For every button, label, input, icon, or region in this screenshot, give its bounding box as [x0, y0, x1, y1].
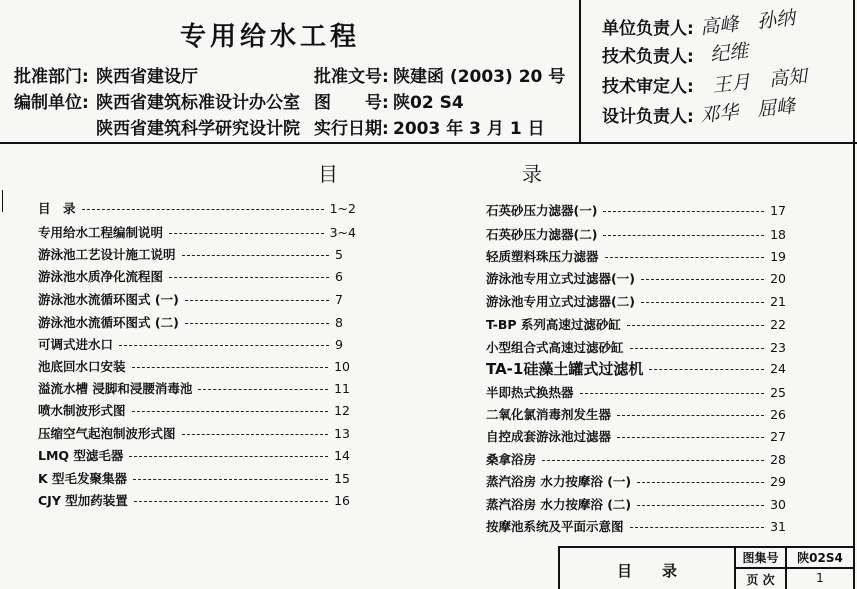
page-title: 专用给水工程 [180, 22, 361, 52]
toc-item[interactable]: 二氧化氯消毒剂发生器 26 [486, 406, 786, 422]
toc-left-margin [2, 190, 3, 212]
approval-doc: 陕建函 (2003) 20 号 [393, 67, 566, 87]
toc-item[interactable]: 游泳池工艺设计施工说明 5 [38, 246, 343, 262]
toc-item[interactable]: 石英砂压力滤器(一) 17 [486, 202, 786, 218]
toc-item[interactable]: 压缩空气起泡制波形式图 13 [38, 425, 350, 441]
toc-item[interactable]: 蒸汽浴房 水力按摩浴 (一) 29 [486, 473, 786, 489]
impl-date: 2003 年 3 月 1 日 [393, 119, 545, 139]
toc-item[interactable]: 专用给水工程编制说明 3~4 [38, 224, 356, 240]
toc-item[interactable]: TA-1硅藻土罐式过滤机 24 [486, 359, 786, 378]
page-right-border [853, 0, 855, 589]
toc-item[interactable]: 游泳池专用立式过滤器(一) 20 [486, 270, 786, 286]
toc-item[interactable]: 桑拿浴房 28 [486, 451, 786, 467]
approval-doc-label: 批准文号: [314, 67, 389, 87]
toc-item[interactable]: LMQ 型滤毛器 14 [38, 447, 350, 463]
unit-head-signature: 高峰 孙纳 [699, 7, 797, 39]
toc-item[interactable]: 游泳池水流循环图式 (二) 8 [38, 314, 343, 330]
toc-item[interactable]: 半即热式换热器 25 [486, 384, 786, 400]
footer-atlas-label: 图集号 [742, 551, 779, 565]
footer-page-value: 1 [816, 571, 824, 585]
header-divider [0, 142, 857, 144]
toc-item[interactable]: 目 录 1~2 [38, 200, 356, 216]
toc-item[interactable]: 蒸汽浴房 水力按摩浴 (二) 30 [486, 496, 786, 512]
toc-item[interactable]: CJY 型加药装置 16 [38, 492, 350, 508]
tech-head-label: 技术负责人: [602, 47, 694, 67]
design-head-signature: 邓华 屈峰 [699, 95, 797, 127]
unit-head-label: 单位负责人: [602, 19, 694, 39]
toc-item[interactable]: K 型毛发聚集器 15 [38, 470, 350, 486]
toc-item[interactable]: 池底回水口安装 10 [38, 358, 350, 374]
footer-name: 目 录 [616, 562, 677, 580]
tech-review-signature: 王月 高知 [711, 65, 809, 97]
design-head-label: 设计负责人: [602, 107, 694, 127]
compile-unit-2: 陕西省建筑科学研究设计院 [96, 119, 300, 139]
atlas-no: 陕02 S4 [393, 93, 464, 113]
toc-item[interactable]: 小型组合式高速过滤砂缸 23 [486, 339, 786, 355]
toc-item[interactable]: 溢流水槽 浸脚和浸腰消毒池 11 [38, 380, 350, 396]
compile-unit-label: 编制单位: [14, 93, 89, 113]
toc-item[interactable]: 可调式进水口 9 [38, 336, 343, 352]
sign-box-left [579, 0, 581, 143]
footer-page-label: 页 次 [746, 573, 775, 587]
approval-dept: 陕西省建设厅 [96, 67, 198, 87]
toc-heading-right: 录 [522, 162, 544, 186]
tech-head-signature: 纪维 [709, 40, 750, 66]
toc-item[interactable]: 自控成套游泳池过滤器 27 [486, 428, 786, 444]
toc-item[interactable]: 轻质塑料珠压力滤器 19 [486, 248, 786, 264]
footer-mid-line [734, 567, 855, 569]
footer-atlas-value: 陕02S4 [797, 551, 843, 565]
toc-item[interactable]: 游泳池专用立式过滤器(二) 21 [486, 293, 786, 309]
atlas-no-label: 图 号: [314, 93, 389, 113]
toc-item[interactable]: T-BP 系列高速过滤砂缸 22 [486, 316, 786, 332]
toc-item[interactable]: 游泳池水质净化流程图 6 [38, 268, 343, 284]
compile-unit-1: 陕西省建筑标准设计办公室 [96, 93, 300, 113]
toc-heading-left: 目 [318, 162, 340, 186]
approval-dept-label: 批准部门: [14, 67, 89, 87]
toc-item[interactable]: 游泳池水流循环图式 (一) 7 [38, 291, 343, 307]
toc-item[interactable]: 按摩池系统及平面示意图 31 [486, 518, 786, 534]
impl-date-label: 实行日期: [314, 119, 389, 139]
footer-top-border [558, 546, 855, 548]
tech-review-label: 技术审定人: [602, 77, 694, 97]
toc-item[interactable]: 石英砂压力滤器(二) 18 [486, 226, 786, 242]
toc-item[interactable]: 喷水制波形式图 12 [38, 402, 350, 418]
